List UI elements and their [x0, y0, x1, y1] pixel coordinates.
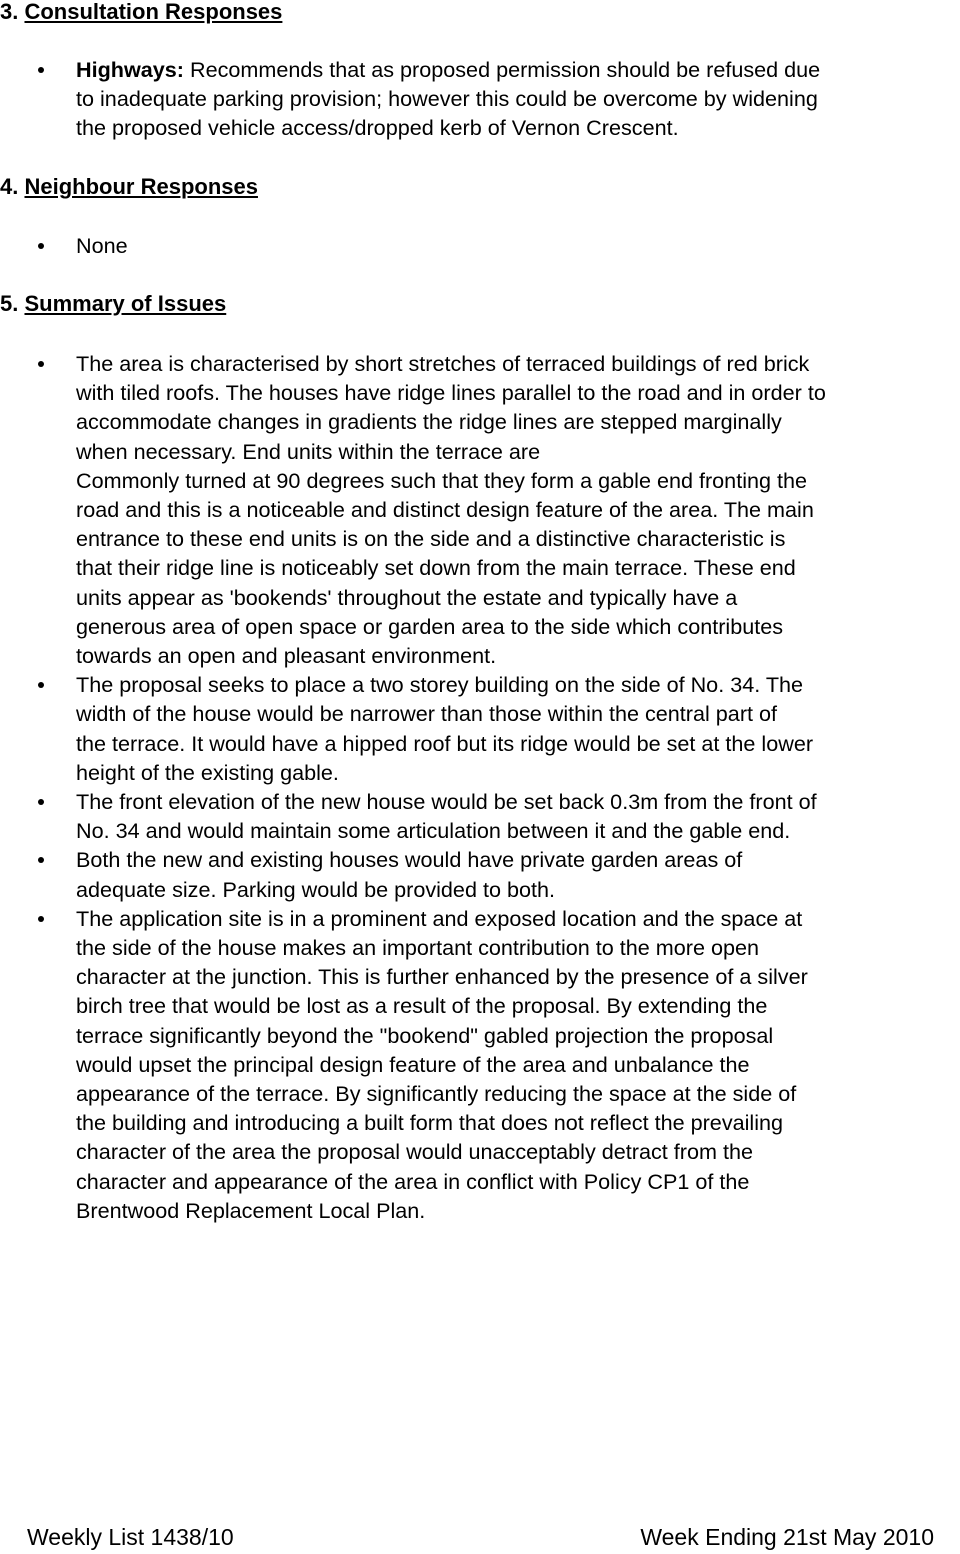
- bullet-line: with tiled roofs. The houses have ridge lines parallel to the road and in order to: [76, 380, 826, 406]
- summary-bullet: [0, 904, 960, 1225]
- bullet-icon: [38, 361, 44, 367]
- bullet-line: would upset the principal design feature of the area and unbalance the: [76, 1051, 750, 1077]
- footer-week-ending: Week Ending 21st May 2010: [640, 1524, 934, 1550]
- bullet-line: when necessary. End units within the terrace are: [76, 438, 541, 464]
- bullet-icon: [38, 916, 44, 922]
- bullet-line: character of the area the proposal would unacceptably detract from the: [76, 1139, 753, 1165]
- section-4-title: Neighbour Responses: [24, 174, 258, 199]
- section-5-title: Summary of Issues: [24, 291, 227, 316]
- bullet-icon: [38, 243, 44, 249]
- section-5-heading: [0, 292, 226, 316]
- bullet-line: No. 34 and would maintain some articulation between it and the gable end.: [76, 818, 791, 844]
- bullet-line: the proposed vehicle access/dropped kerb of Vernon Crescent.: [76, 115, 679, 141]
- summary-bullet: [0, 787, 960, 845]
- bullet-line: Both the new and existing houses would have private garden areas of: [76, 847, 743, 873]
- summary-bullet: [0, 349, 960, 670]
- bullet-line: The application site is in a prominent and exposed location and the space at: [76, 905, 803, 931]
- bullet-line: Commonly turned at 90 degrees such that they form a gable end fronting the: [76, 467, 808, 493]
- bullet-line: generous area of open space or garden area to the side which contributes: [76, 613, 784, 639]
- section-4-number: 4.: [0, 174, 19, 199]
- bullet-line: None: [76, 233, 128, 258]
- bullet-line: towards an open and pleasant environment.: [76, 643, 497, 669]
- highways-text: Recommends that as proposed permission should be refused due: [184, 57, 821, 82]
- bullet-line: entrance to these end units is on the side and a distinctive characteristic is: [76, 526, 786, 552]
- bullet-icon: [38, 67, 44, 73]
- bullet-icon: [38, 799, 44, 805]
- bullet-line: terrace significantly beyond the "bookend" gabled projection the proposal: [76, 1022, 774, 1048]
- section-3-heading: [0, 0, 282, 24]
- bullet-line: width of the house would be narrower than those within the central part of: [76, 701, 778, 727]
- summary-bullet: [0, 845, 960, 903]
- section-4-list: [0, 231, 960, 260]
- highways-label: Highways:: [76, 57, 184, 82]
- bullet-line: The proposal seeks to place a two storey building on the side of No. 34. The: [76, 672, 804, 698]
- bullet-line: to inadequate parking provision; however this could be overcome by widening: [76, 86, 818, 112]
- bullet-line: character at the junction. This is further enhanced by the presence of a silver: [76, 964, 808, 990]
- bullet-line: height of the existing gable.: [76, 759, 339, 785]
- highways-bullet: [0, 55, 960, 143]
- section-3-list: [0, 55, 960, 143]
- bullet-line: [76, 55, 960, 84]
- neighbour-bullet: [0, 231, 960, 260]
- bullet-line: accommodate changes in gradients the ridge lines are stepped marginally: [76, 409, 782, 435]
- bullet-line: appearance of the terrace. By significantly reducing the space at the side of: [76, 1081, 797, 1107]
- section-5-number: 5.: [0, 291, 19, 316]
- section-4-heading: [0, 175, 258, 199]
- section-3-number: 3.: [0, 0, 19, 24]
- bullet-icon: [38, 682, 44, 688]
- bullet-line: the building and introducing a built form that does not reflect the prevailing: [76, 1110, 784, 1136]
- bullet-line: Brentwood Replacement Local Plan.: [76, 1197, 426, 1223]
- bullet-line: character and appearance of the area in conflict with Policy CP1 of the: [76, 1168, 750, 1194]
- bullet-line: adequate size. Parking would be provided to both.: [76, 876, 555, 902]
- bullet-line: the side of the house makes an important contribution to the more open: [76, 935, 760, 961]
- bullet-line: The front elevation of the new house would be set back 0.3m from the front of: [76, 789, 817, 815]
- bullet-icon: [38, 857, 44, 863]
- bullet-line: The area is characterised by short stretches of terraced buildings of red brick: [76, 351, 810, 376]
- bullet-line: road and this is a noticeable and distinct design feature of the area. The main: [76, 497, 814, 523]
- bullet-line: the terrace. It would have a hipped roof but its ridge would be set at the lower: [76, 730, 814, 756]
- footer-weekly-list: Weekly List 1438/10: [27, 1524, 234, 1550]
- section-5-list: [0, 349, 960, 1225]
- bullet-line: that their ridge line is noticeably set down from the main terrace. These end: [76, 555, 796, 581]
- bullet-line: units appear as 'bookends' throughout the estate and typically have a: [76, 584, 738, 610]
- summary-bullet: [0, 670, 960, 787]
- section-3-title: Consultation Responses: [24, 0, 283, 24]
- bullet-line: birch tree that would be lost as a result of the proposal. By extending the: [76, 993, 768, 1019]
